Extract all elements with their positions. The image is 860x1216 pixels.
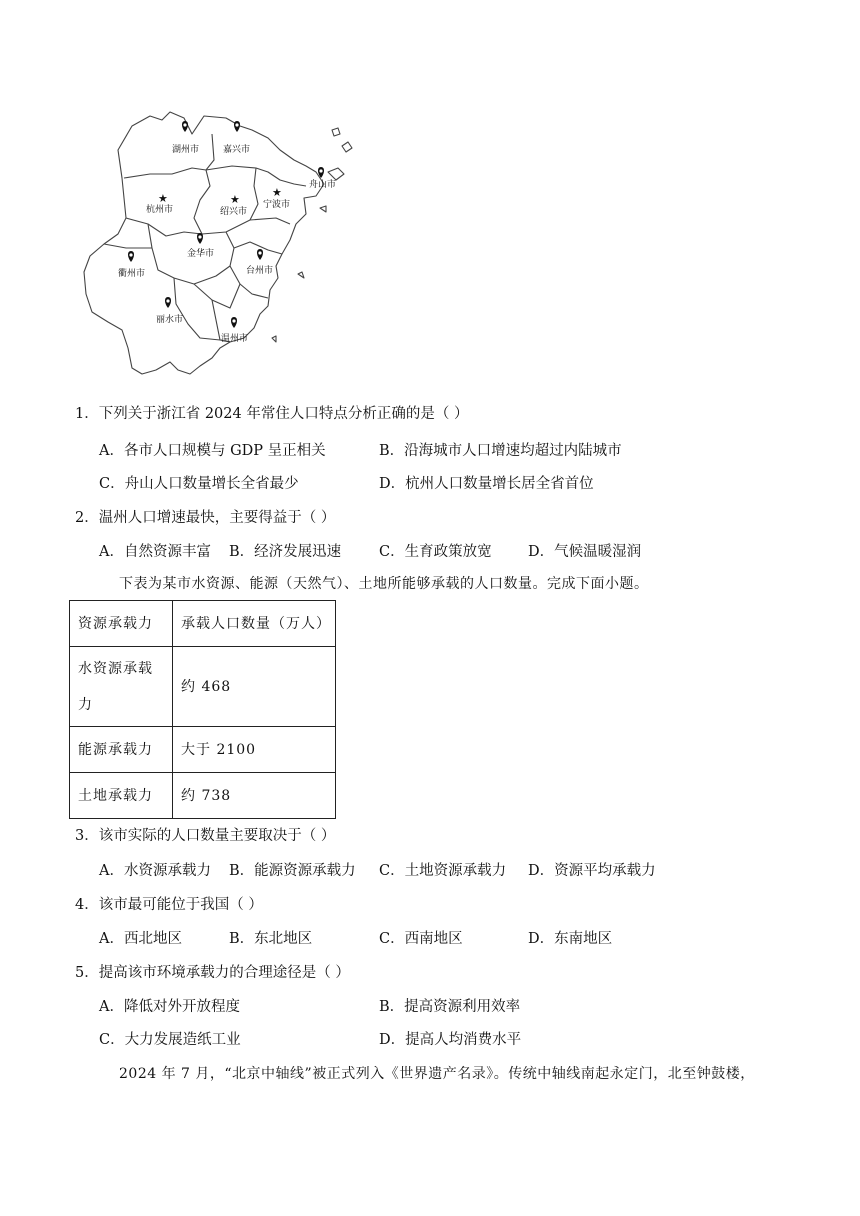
table-row	[70, 773, 336, 819]
table-row	[70, 727, 336, 773]
question-1-option-b: B．沿海城市人口增速均超过内陆城市	[379, 443, 622, 459]
map-label-wenzhou: 温州市	[221, 334, 249, 344]
pin-icon-lishui	[165, 297, 171, 308]
capacity-table	[69, 600, 336, 819]
table-header-cell: 承载人口数量（万人）	[173, 601, 336, 647]
question-1-option-c: C．舟山人口数量增长全省最少	[99, 476, 299, 492]
question-3-option-c: C．土地资源承载力	[379, 863, 507, 879]
question-4-option-b: B．东北地区	[229, 931, 313, 947]
question-1-option-d: D．杭州人口数量增长居全省首位	[379, 476, 594, 492]
table-cell	[70, 647, 173, 727]
map-label-zhoushan: 舟山市	[309, 180, 337, 190]
map-label-jinhua: 金华市	[187, 249, 215, 259]
table-cell: 大于 2100	[173, 727, 336, 773]
question-5-option-b: B．提高资源利用效率	[379, 999, 521, 1015]
question-4-option-a: A．西北地区	[99, 931, 182, 947]
star-icon-ningbo: ★	[272, 186, 282, 199]
question-2-option-a: A．自然资源丰富	[99, 544, 211, 560]
question-2-option-b: B．经济发展迅速	[229, 544, 342, 560]
map-label-quzhou: 衢州市	[118, 269, 146, 279]
map-label-huzhou: 湖州市	[172, 145, 200, 155]
map-label-ningbo: 宁波市	[263, 200, 291, 210]
question-4-stem: 4．该市最可能位于我国（ ）	[75, 897, 263, 913]
question-2-option-c: C．生育政策放宽	[379, 544, 492, 560]
map-label-taizhou: 台州市	[246, 266, 274, 276]
table-cell: 能源承载力	[70, 727, 173, 773]
question-3-option-d: D．资源平均承载力	[528, 863, 656, 879]
map-label-hangzhou: 杭州市	[146, 205, 174, 215]
map-label-lishui: 丽水市	[156, 315, 184, 325]
table-cell-line: 力	[78, 696, 93, 713]
table-cell: 约 468	[173, 647, 336, 727]
table-row	[70, 647, 336, 727]
question-1-option-a: A．各市人口规模与 GDP 呈正相关	[99, 443, 326, 459]
pin-icon-jiaxing	[234, 121, 240, 132]
question-3-stem: 3．该市实际的人口数量主要取决于（ ）	[75, 828, 336, 844]
question-3-option-a: A．水资源承载力	[99, 863, 211, 879]
table-header-cell: 资源承载力	[70, 601, 173, 647]
question-4-option-d: D．东南地区	[528, 931, 613, 947]
table-cell: 约 738	[173, 773, 336, 819]
table-header-row	[70, 601, 336, 647]
question-2-stem: 2．温州人口增速最快，主要得益于（ ）	[75, 510, 336, 526]
question-5-option-d: D．提高人均消费水平	[379, 1032, 522, 1048]
pin-icon-quzhou	[128, 251, 134, 262]
question-1-stem: 1．下列关于浙江省 2024 年常住人口特点分析正确的是（ ）	[75, 406, 469, 422]
closing-paragraph: 2024 年 7 月，“北京中轴线”被正式列入《世界遗产名录》。传统中轴线南起永定门，北至钟鼓楼，	[119, 1066, 755, 1082]
pin-icon-jinhua	[197, 233, 203, 244]
table-cell-line: 水资源承载	[78, 660, 153, 677]
table-intro: 下表为某市水资源、能源（天然气）、土地所能够承载的人口数量。完成下面小题。	[119, 576, 649, 592]
table-cell: 土地承载力	[70, 773, 173, 819]
zhejiang-map	[80, 108, 370, 390]
pin-icon-taizhou	[257, 249, 263, 260]
star-icon-shaoxing: ★	[230, 193, 240, 206]
map-label-shaoxing: 绍兴市	[220, 207, 248, 217]
question-3-option-b: B．能源资源承载力	[229, 863, 356, 879]
star-icon-hangzhou: ★	[158, 192, 168, 205]
question-5-option-a: A．降低对外开放程度	[99, 999, 240, 1015]
map-label-jiaxing: 嘉兴市	[223, 145, 251, 155]
question-4-option-c: C．西南地区	[379, 931, 463, 947]
pin-icon-huzhou	[182, 121, 188, 132]
question-5-stem: 5．提高该市环境承载力的合理途径是（ ）	[75, 965, 350, 981]
question-2-option-d: D．气候温暖湿润	[528, 544, 642, 560]
pin-icon-wenzhou	[231, 317, 237, 328]
question-5-option-c: C．大力发展造纸工业	[99, 1032, 241, 1048]
